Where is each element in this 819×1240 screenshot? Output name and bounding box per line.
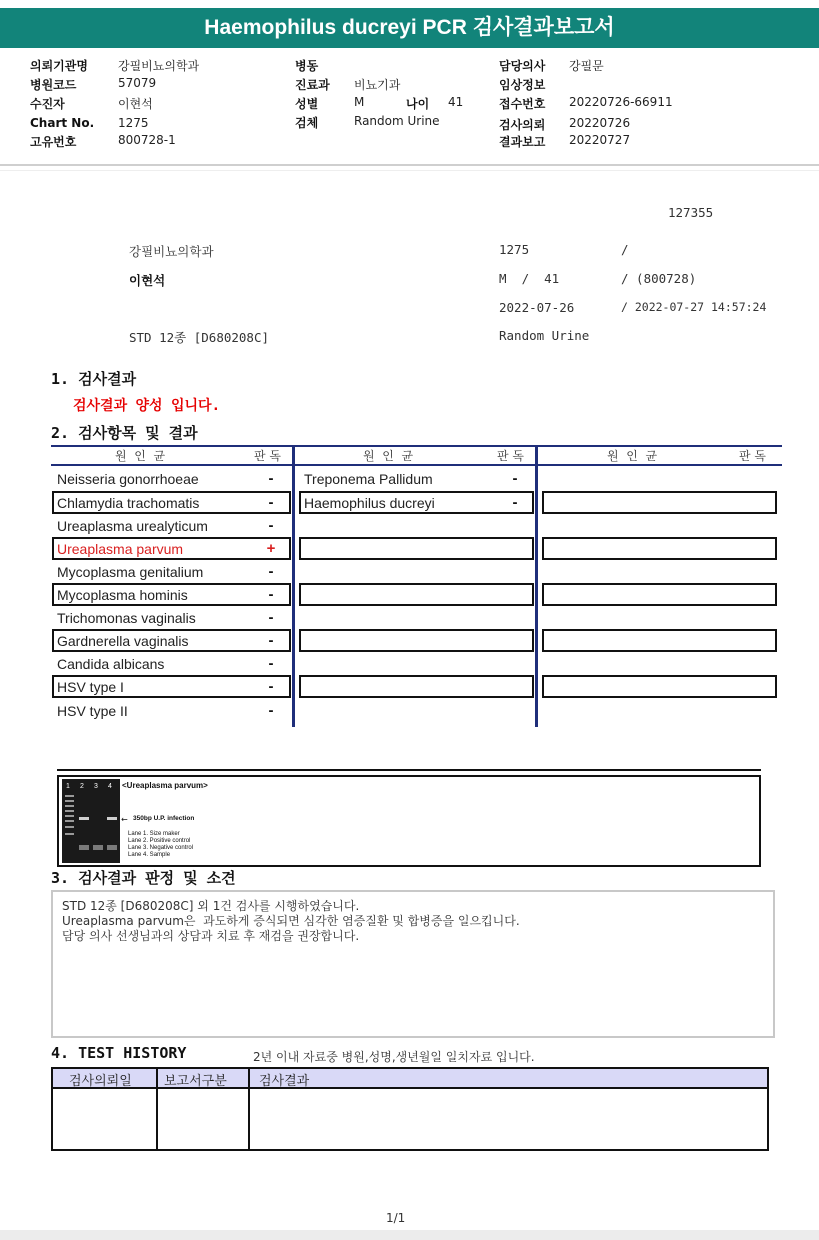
pathogen-name: Candida albicans <box>57 656 165 672</box>
section-1-title: 1. 검사결과 <box>51 370 137 388</box>
results-table-header-border <box>51 464 782 466</box>
pathogen-result: - <box>268 470 274 487</box>
gel-lane-note: Lane 2. Positive control <box>128 838 191 844</box>
report-number: 127355 <box>668 205 714 220</box>
sex-value: M <box>354 95 365 109</box>
bottom-scroll-area <box>0 1230 819 1240</box>
sex-label: 성별 <box>295 97 319 111</box>
history-column-divider <box>156 1069 158 1149</box>
history-col-request-date: 검사의뢰일 <box>69 1074 132 1089</box>
code-label: 병원코드 <box>30 78 77 92</box>
pathogen-name: Haemophilus ducreyi <box>304 495 435 511</box>
pathogen-name: Gardnerella vaginalis <box>57 633 189 649</box>
col2-pathogen-header: 원 인 균 <box>363 449 414 463</box>
header-divider <box>0 164 819 166</box>
section-3-title: 3. 검사결과 판정 및 소견 <box>51 869 236 887</box>
age-label: 나이 <box>406 97 430 111</box>
results-column-divider-2 <box>535 445 538 727</box>
gel-band-arrow-icon: ← <box>121 815 128 824</box>
judgement-line: Ureaplasma parvum은 과도하게 증식되면 심각한 염증질환 및 합병증을 일으킵니다. <box>62 914 520 928</box>
report-label: 결과보고 <box>499 135 546 149</box>
info-hospital: 강필비뇨의학과 <box>129 244 214 259</box>
gel-lane-number: 3 <box>94 783 98 790</box>
pathogen-result: - <box>268 632 274 649</box>
specimen-label: 검체 <box>295 116 319 130</box>
row-box <box>299 537 534 560</box>
row-box <box>542 537 777 560</box>
info-slash: / <box>621 242 629 257</box>
gel-lane-number: 1 <box>66 783 70 790</box>
info-birth: / (800728) <box>621 271 697 286</box>
chart-label: Chart No. <box>30 116 95 130</box>
patient-value: 이현석 <box>118 97 153 111</box>
receipt-label: 접수번호 <box>499 97 546 111</box>
id-label: 고유번호 <box>30 135 77 149</box>
row-box <box>542 491 777 514</box>
pathogen-name: Neisseria gonorrhoeae <box>57 471 199 487</box>
pathogen-name: Trichomonas vaginalis <box>57 610 196 626</box>
info-test: STD 12종 [D680208C] <box>129 330 270 345</box>
row-box <box>299 675 534 698</box>
specimen-value: Random Urine <box>354 114 440 128</box>
age-value: 41 <box>448 95 464 109</box>
id-value: 800728-1 <box>118 133 176 147</box>
col2-judge-header: 판 독 <box>497 449 524 463</box>
pathogen-name: Mycoplasma hominis <box>57 587 188 603</box>
pathogen-result: - <box>268 517 274 534</box>
dept-value: 비뇨기과 <box>354 78 401 92</box>
judgement-line: 담당 의사 선생님과의 상담과 치료 후 재검을 권장합니다. <box>62 929 360 943</box>
pathogen-name: HSV type II <box>57 703 128 719</box>
row-box <box>542 675 777 698</box>
gel-electrophoresis-image <box>62 779 120 863</box>
pathogen-name: HSV type I <box>57 679 124 695</box>
info-name: 이현석 <box>129 273 166 288</box>
history-col-result: 검사결과 <box>259 1074 310 1089</box>
pathogen-name: Ureaplasma urealyticum <box>57 518 208 534</box>
pathogen-result: - <box>268 655 274 672</box>
history-col-report-type: 보고서구분 <box>164 1074 227 1089</box>
pathogen-result: - <box>268 609 274 626</box>
pathogen-result-positive: + <box>266 540 276 557</box>
info-date-report: / 2022-07-27 14:57:24 <box>621 300 767 314</box>
positive-result-message: 검사결과 양성 입니다. <box>73 398 221 414</box>
history-table-header <box>53 1069 767 1089</box>
pathogen-result: - <box>268 563 274 580</box>
ward-label: 병동 <box>295 59 319 73</box>
gel-lane-number: 4 <box>108 783 112 790</box>
gel-lane-note: Lane 1. Size maker <box>128 831 180 837</box>
hospital-label: 의뢰기관명 <box>30 59 88 73</box>
info-specimen: Random Urine <box>499 328 590 343</box>
row-box <box>542 629 777 652</box>
judgement-line: STD 12종 [D680208C] 외 1건 검사를 시행하였습니다. <box>62 899 360 913</box>
dept-label: 진료과 <box>295 78 330 92</box>
hospital-value: 강필비뇨의학과 <box>118 59 200 73</box>
pathogen-result: - <box>268 678 274 695</box>
row-box <box>299 629 534 652</box>
report-value: 20220727 <box>569 133 631 147</box>
clinical-label: 임상정보 <box>499 78 546 92</box>
request-value: 20220726 <box>569 116 631 130</box>
pathogen-result: - <box>512 470 518 487</box>
info-sex-age: M / 41 <box>499 271 560 286</box>
gel-lane-note: Lane 3. Negative control <box>128 845 194 851</box>
code-value: 57079 <box>118 76 157 90</box>
chart-value: 1275 <box>118 116 149 130</box>
gel-image-graphic <box>62 779 120 863</box>
history-table <box>51 1067 769 1151</box>
history-note: 2년 이내 자료중 병원,성명,생년월일 일치자료 입니다. <box>253 1050 535 1064</box>
section-4-title: 4. TEST HISTORY <box>51 1044 187 1062</box>
pathogen-name-positive: Ureaplasma parvum <box>57 541 184 557</box>
info-chart: 1275 <box>499 242 530 257</box>
gel-lane-note: Lane 4. Sample <box>128 852 171 858</box>
pathogen-name: Chlamydia trachomatis <box>57 495 200 511</box>
receipt-value: 20220726-66911 <box>569 95 673 109</box>
gel-divider <box>57 769 761 771</box>
gel-title: <Ureaplasma parvum> <box>122 781 208 790</box>
header-divider-shadow <box>0 170 819 171</box>
pathogen-result: - <box>268 494 274 511</box>
results-column-divider-1 <box>292 445 295 727</box>
row-box <box>542 583 777 606</box>
col3-judge-header: 판 독 <box>739 449 766 463</box>
gel-lane-number: 2 <box>80 783 84 790</box>
pathogen-result: - <box>268 702 274 719</box>
col3-pathogen-header: 원 인 균 <box>607 449 658 463</box>
col1-judge-header: 판 독 <box>254 449 281 463</box>
pathogen-result: - <box>512 494 518 511</box>
doctor-label: 담당의사 <box>499 59 546 73</box>
gel-band-label: 350bp U.P. infection <box>133 815 195 822</box>
info-date-request: 2022-07-26 <box>499 300 575 315</box>
doctor-value: 강필문 <box>569 59 604 73</box>
section-2-title: 2. 검사항목 및 결과 <box>51 424 198 442</box>
history-column-divider <box>248 1069 250 1149</box>
request-label: 검사의뢰 <box>499 118 546 132</box>
patient-label: 수진자 <box>30 97 65 111</box>
report-title: Haemophilus ducreyi PCR 검사결과보고서 <box>0 8 819 48</box>
row-box <box>299 583 534 606</box>
page-number: 1/1 <box>386 1211 406 1225</box>
col1-pathogen-header: 원 인 균 <box>115 449 166 463</box>
pathogen-result: - <box>268 586 274 603</box>
pathogen-name: Mycoplasma genitalium <box>57 564 204 580</box>
pathogen-name: Treponema Pallidum <box>304 471 433 487</box>
